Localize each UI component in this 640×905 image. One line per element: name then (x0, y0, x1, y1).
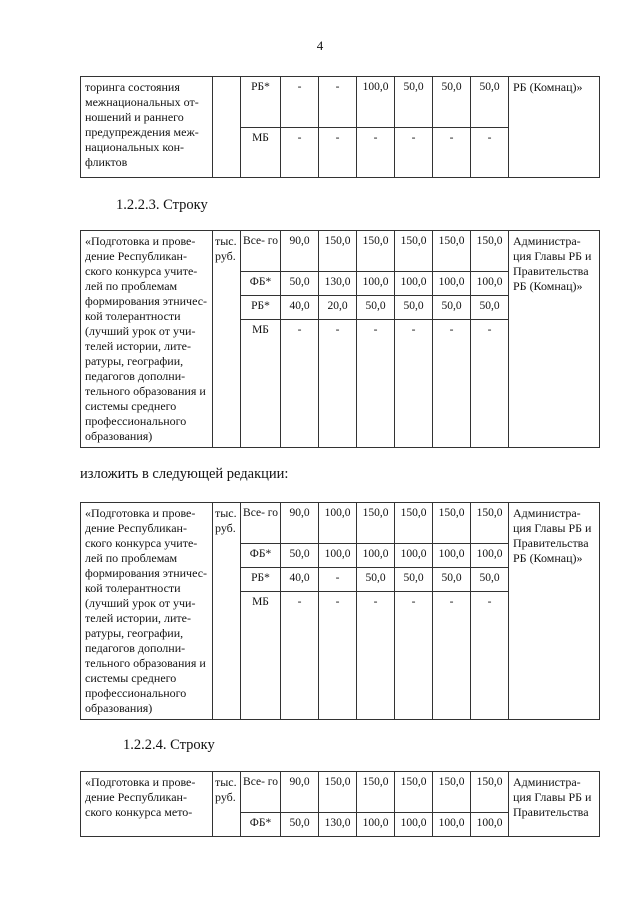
amount-cell: 130,0 (319, 813, 357, 837)
event-description: торинга состояния межнациональных от- ношений и раннего предупреждения меж- национальных кон- фликтов (81, 77, 213, 178)
amount-cell: - (281, 320, 319, 448)
budget-table-next (80, 771, 600, 837)
amount-cell: - (471, 592, 509, 720)
funding-source: РБ* (241, 568, 281, 592)
amount-cell: 100,0 (471, 272, 509, 296)
amount-cell: 100,0 (357, 272, 395, 296)
amount-cell: 100,0 (433, 813, 471, 837)
section-heading: изложить в следующей редакции: (80, 466, 289, 482)
amount-cell: 150,0 (395, 231, 433, 272)
budget-table-continued (80, 76, 600, 178)
amount-cell: 100,0 (433, 272, 471, 296)
executor-cell: Администра- ция Главы РБ и Правительства РБ (Комнац)» (509, 503, 600, 720)
amount-cell: - (395, 592, 433, 720)
amount-cell: - (319, 592, 357, 720)
funding-source: МБ (241, 127, 281, 178)
amount-cell: 100,0 (471, 544, 509, 568)
amount-cell: 150,0 (433, 772, 471, 813)
amount-cell: - (319, 568, 357, 592)
amount-cell: 100,0 (357, 544, 395, 568)
amount-cell: - (395, 127, 433, 178)
budget-table-new (80, 502, 600, 720)
amount-cell: 150,0 (471, 231, 509, 272)
funding-source: РБ* (241, 296, 281, 320)
funding-source: Все- го (241, 231, 281, 272)
amount-cell: 90,0 (281, 503, 319, 544)
amount-cell: 150,0 (357, 231, 395, 272)
amount-cell: 100,0 (395, 813, 433, 837)
amount-cell: 50,0 (281, 272, 319, 296)
amount-cell: 100,0 (395, 544, 433, 568)
amount-cell: - (319, 320, 357, 448)
amount-cell: 50,0 (433, 296, 471, 320)
amount-cell: 100,0 (433, 544, 471, 568)
executor-cell: РБ (Комнац)» (509, 77, 600, 178)
funding-source: РБ* (241, 77, 281, 128)
amount-cell: 100,0 (395, 272, 433, 296)
amount-cell: 40,0 (281, 296, 319, 320)
amount-cell: - (471, 127, 509, 178)
amount-cell: 100,0 (357, 77, 395, 128)
section-heading: 1.2.2.3. Строку (116, 197, 208, 213)
event-description: «Подготовка и прове- дение Республикан- ского конкурса учите- лей по проблемам формирования этничес- кой толерантности (лучший урок от учи- телей истории, лите- ратуры, географии, педагогов дополни- тельного образования и системы среднего профессионального образования) (81, 503, 213, 720)
amount-cell: 150,0 (471, 503, 509, 544)
amount-cell: 150,0 (357, 772, 395, 813)
amount-cell: 150,0 (357, 503, 395, 544)
funding-source: Все- го (241, 772, 281, 813)
amount-cell: 50,0 (395, 296, 433, 320)
funding-source: ФБ* (241, 813, 281, 837)
amount-cell: - (433, 592, 471, 720)
amount-cell: - (281, 592, 319, 720)
amount-cell: 50,0 (471, 568, 509, 592)
page-number: 4 (316, 38, 324, 53)
amount-cell: 150,0 (433, 231, 471, 272)
amount-cell: 100,0 (357, 813, 395, 837)
amount-cell: 50,0 (433, 568, 471, 592)
funding-source: ФБ* (241, 272, 281, 296)
amount-cell: 150,0 (319, 772, 357, 813)
amount-cell: 50,0 (281, 813, 319, 837)
unit-cell: тыс. руб. (213, 772, 241, 837)
amount-cell: 50,0 (357, 296, 395, 320)
amount-cell: 50,0 (357, 568, 395, 592)
funding-source: ФБ* (241, 544, 281, 568)
amount-cell: - (395, 320, 433, 448)
amount-cell: 150,0 (471, 772, 509, 813)
amount-cell: 50,0 (281, 544, 319, 568)
unit-cell: тыс. руб. (213, 503, 241, 720)
event-description: «Подготовка и прове- дение Республикан- ского конкурса мето- (81, 772, 213, 837)
amount-cell: - (357, 592, 395, 720)
amount-cell: 50,0 (471, 77, 509, 128)
amount-cell: 50,0 (395, 568, 433, 592)
amount-cell: 90,0 (281, 231, 319, 272)
amount-cell: 100,0 (319, 544, 357, 568)
event-description: «Подготовка и прове- дение Республикан- ского конкурса учите- лей по проблемам формирования этничес- кой толерантности (лучший урок от учи- телей истории, лите- ратуры, географии, педагогов дополни- тельного образования и системы среднего профессионального образования) (81, 231, 213, 448)
executor-cell: Администра- ция Главы РБ и Правительства РБ (Комнац)» (509, 231, 600, 448)
amount-cell: 150,0 (433, 503, 471, 544)
funding-source: МБ (241, 592, 281, 720)
funding-source: МБ (241, 320, 281, 448)
budget-table-old (80, 230, 600, 448)
amount-cell: - (433, 127, 471, 178)
amount-cell: 100,0 (471, 813, 509, 837)
amount-cell: - (357, 127, 395, 178)
amount-cell: - (471, 320, 509, 448)
unit-cell: тыс. руб. (213, 231, 241, 448)
amount-cell: 50,0 (395, 77, 433, 128)
amount-cell: 100,0 (319, 503, 357, 544)
amount-cell: 90,0 (281, 772, 319, 813)
amount-cell: - (281, 77, 319, 128)
section-heading: 1.2.2.4. Строку (123, 737, 215, 753)
amount-cell: 50,0 (471, 296, 509, 320)
amount-cell: 150,0 (395, 503, 433, 544)
unit-cell (213, 77, 241, 178)
amount-cell: - (433, 320, 471, 448)
amount-cell: 40,0 (281, 568, 319, 592)
amount-cell: - (281, 127, 319, 178)
amount-cell: 50,0 (433, 77, 471, 128)
funding-source: Все- го (241, 503, 281, 544)
amount-cell: - (357, 320, 395, 448)
amount-cell: 20,0 (319, 296, 357, 320)
amount-cell: 150,0 (319, 231, 357, 272)
amount-cell: - (319, 127, 357, 178)
amount-cell: 130,0 (319, 272, 357, 296)
amount-cell: 150,0 (395, 772, 433, 813)
amount-cell: - (319, 77, 357, 128)
executor-cell: Администра- ция Главы РБ и Правительства (509, 772, 600, 837)
